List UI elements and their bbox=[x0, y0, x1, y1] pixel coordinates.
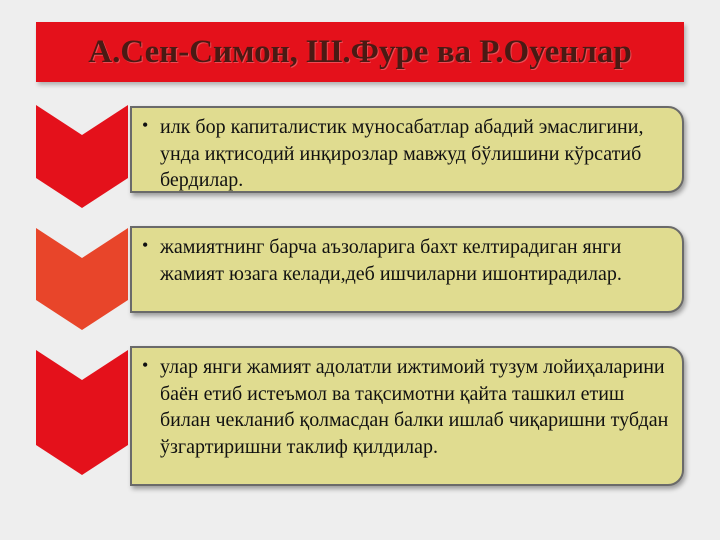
chevron-1-icon bbox=[36, 105, 128, 208]
bullet-marker: • bbox=[142, 355, 149, 375]
statement-text-3: улар янги жамият адолатли ижтимоий тузум лойиҳаларини баён етиб истеъмол ва тақсимотни қайта ташкил етиш билан чекланиб қолмасдан балки ишлаб чиқаришни тубдан ўзгартиришни таклиф қилдилар. bbox=[160, 356, 669, 458]
statement-text-1: илк бор капиталистик муносабатлар абадий эмаслигини, унда иқтисодий инқирозлар мавжуд бўлишини кўрсатиб бердилар. bbox=[160, 116, 644, 191]
statement-box-2 bbox=[130, 226, 684, 313]
bullet-marker: • bbox=[142, 115, 149, 135]
statement-box-3 bbox=[130, 346, 684, 486]
bullet-marker: • bbox=[142, 235, 149, 255]
chevron-2-icon bbox=[36, 228, 128, 330]
statement-box-1 bbox=[130, 106, 684, 193]
chevron-3-icon bbox=[36, 350, 128, 475]
statement-text-2: жамиятнинг барча аъзоларига бахт келтирадиган янги жамият юзага келади,деб ишчиларни ишонтирадилар. bbox=[160, 236, 622, 285]
page-title: А.Сен-Симон, Ш.Фуре ва Р.Оуенлар bbox=[88, 33, 632, 70]
